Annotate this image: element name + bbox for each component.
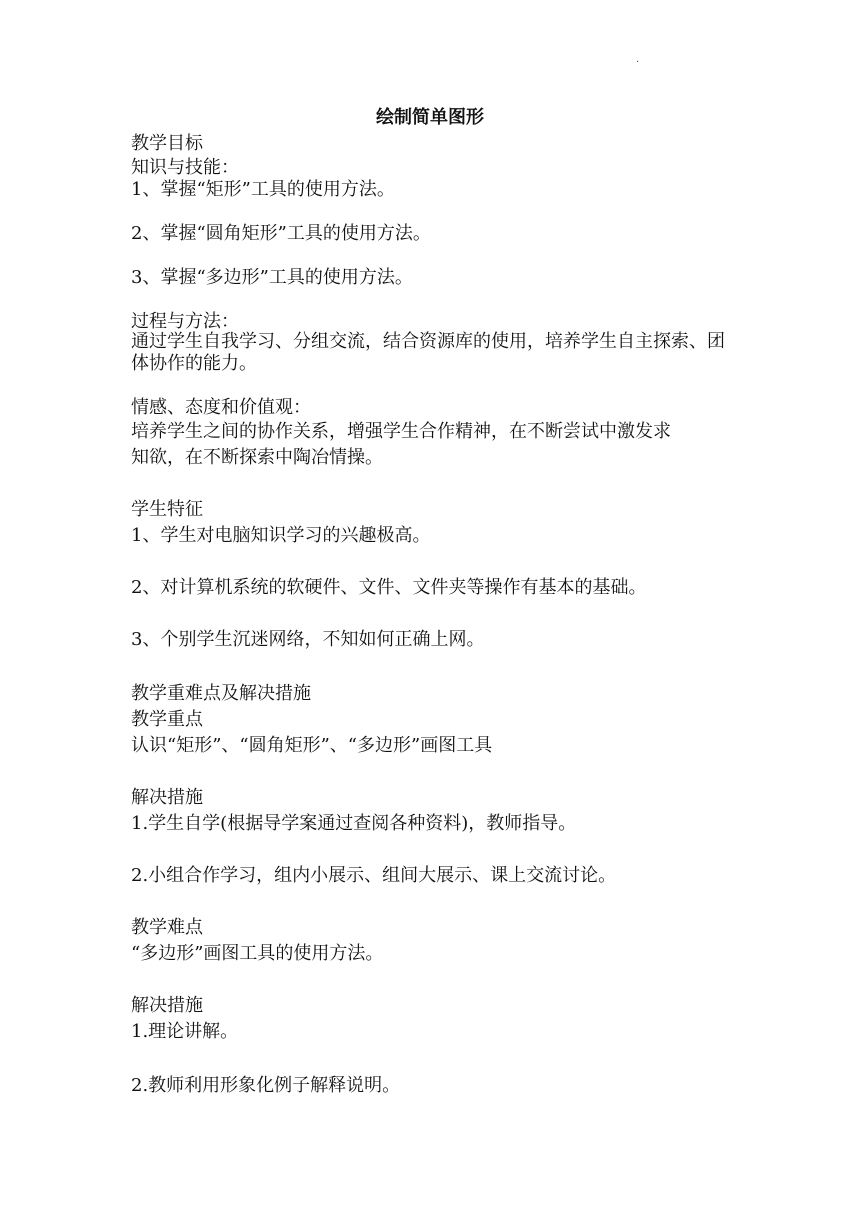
emotion-heading: 情感、态度和价值观： bbox=[131, 397, 311, 418]
focus-heading: 教学重点 bbox=[131, 709, 203, 730]
students-item-2: 2、对计算机系统的软硬件、文件、文件夹等操作有基本的基础。 bbox=[131, 577, 647, 598]
emotion-text-line-1: 培养学生之间的协作关系，增强学生合作精神，在不断尝试中激发求 bbox=[131, 421, 671, 442]
knowledge-item-1: 1、掌握“矩形”工具的使用方法。 bbox=[131, 179, 395, 200]
emotion-text-line-2: 知欲，在不断探索中陶冶情操。 bbox=[131, 447, 383, 468]
process-heading: 过程与方法： bbox=[131, 311, 239, 332]
focus-measure-2: 2.小组合作学习，组内小展示、组间大展示、课上交流讨论。 bbox=[131, 865, 617, 886]
knowledge-item-3: 3、掌握“多边形”工具的使用方法。 bbox=[131, 267, 413, 288]
knowledge-heading: 知识与技能： bbox=[131, 157, 239, 178]
difficulty-measure-1: 1.理论讲解。 bbox=[131, 1021, 239, 1042]
knowledge-item-2: 2、掌握“圆角矩形”工具的使用方法。 bbox=[131, 223, 431, 244]
students-heading: 学生特征 bbox=[131, 499, 203, 520]
difficulty-measure-2: 2.教师利用形象化例子解释说明。 bbox=[131, 1075, 401, 1096]
students-item-3: 3、个别学生沉迷网络，不知如何正确上网。 bbox=[131, 629, 485, 650]
students-item-1: 1、学生对电脑知识学习的兴趣极高。 bbox=[131, 525, 431, 546]
document-title: 绘制简单图形 bbox=[376, 107, 484, 128]
goals-heading: 教学目标 bbox=[131, 133, 203, 154]
corner-mark: · bbox=[636, 57, 640, 68]
focus-measure-1: 1.学生自学(根据导学案通过查阅各种资料)，教师指导。 bbox=[131, 813, 577, 834]
key-points-heading: 教学重难点及解决措施 bbox=[131, 683, 311, 704]
difficulty-text: “多边形”画图工具的使用方法。 bbox=[131, 943, 384, 964]
focus-text: 认识“矩形”、“圆角矩形”、“多边形”画图工具 bbox=[131, 735, 493, 756]
focus-measures-heading: 解决措施 bbox=[131, 787, 203, 808]
difficulty-heading: 教学难点 bbox=[131, 917, 203, 938]
difficulty-measures-heading: 解决措施 bbox=[131, 995, 203, 1016]
process-text: 通过学生自我学习、分组交流，结合资源库的使用，培养学生自主探索、团体协作的能力。 bbox=[131, 331, 725, 374]
